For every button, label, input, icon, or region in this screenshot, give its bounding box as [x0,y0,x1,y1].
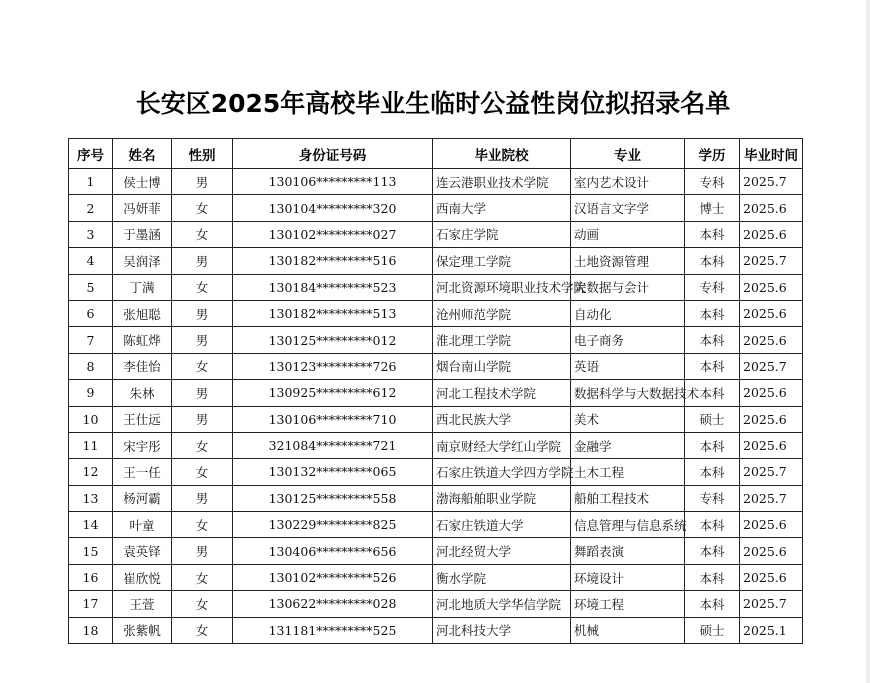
cell-major: 机械 [571,617,685,643]
cell-no: 5 [69,274,113,300]
cell-degree: 本科 [685,327,740,353]
cell-gender: 男 [172,406,233,432]
cell-id-number: 130102*********526 [233,564,433,590]
header-school: 毕业院校 [433,139,571,169]
cell-graduation: 2025.6 [740,274,803,300]
table-row [69,485,803,511]
cell-major: 船舶工程技术 [571,485,685,511]
cell-name: 丁满 [113,274,172,300]
cell-degree: 本科 [685,300,740,326]
cell-name: 王仕远 [113,406,172,432]
cell-no: 14 [69,512,113,538]
table-row [69,591,803,617]
cell-graduation: 2025.6 [740,195,803,221]
table-body [69,169,803,644]
cell-name: 冯妍菲 [113,195,172,221]
cell-major: 环境设计 [571,564,685,590]
table-row [69,221,803,247]
table-row [69,380,803,406]
cell-no: 7 [69,327,113,353]
cell-degree: 本科 [685,353,740,379]
header-graduation: 毕业时间 [740,139,803,169]
cell-graduation: 2025.7 [740,485,803,511]
cell-id-number: 130184*********523 [233,274,433,300]
cell-name: 张紫帆 [113,617,172,643]
cell-id-number: 130106*********710 [233,406,433,432]
cell-no: 10 [69,406,113,432]
cell-graduation: 2025.6 [740,300,803,326]
cell-major: 室内艺术设计 [571,169,685,195]
cell-degree: 本科 [685,380,740,406]
document-title: 长安区2025年高校毕业生临时公益性岗位拟招录名单 [135,89,731,118]
cell-name: 于墨涵 [113,221,172,247]
cell-school: 淮北理工学院 [433,327,571,353]
cell-degree: 本科 [685,459,740,485]
cell-name: 张旭聪 [113,300,172,326]
cell-major: 电子商务 [571,327,685,353]
cell-name: 侯士博 [113,169,172,195]
cell-no: 18 [69,617,113,643]
table-row [69,432,803,458]
header-gender: 性别 [172,139,233,169]
cell-degree: 本科 [685,538,740,564]
cell-graduation: 2025.6 [740,564,803,590]
cell-gender: 女 [172,274,233,300]
table-row [69,195,803,221]
cell-school: 石家庄铁道大学 [433,512,571,538]
cell-school: 河北科技大学 [433,617,571,643]
cell-school: 河北地质大学华信学院 [433,591,571,617]
recruitment-table [68,138,803,644]
cell-graduation: 2025.6 [740,380,803,406]
cell-graduation: 2025.6 [740,221,803,247]
table-row [69,538,803,564]
table-row [69,564,803,590]
header-no: 序号 [69,139,113,169]
cell-no: 1 [69,169,113,195]
cell-gender: 女 [172,221,233,247]
cell-major: 舞蹈表演 [571,538,685,564]
cell-school: 石家庄铁道大学四方学院 [433,459,571,485]
cell-id-number: 130406*********656 [233,538,433,564]
cell-gender: 女 [172,564,233,590]
table-row [69,300,803,326]
cell-graduation: 2025.6 [740,512,803,538]
cell-school: 南京财经大学红山学院 [433,432,571,458]
cell-id-number: 130132*********065 [233,459,433,485]
table-row [69,459,803,485]
cell-school: 连云港职业技术学院 [433,169,571,195]
cell-name: 陈虹烨 [113,327,172,353]
cell-degree: 博士 [685,195,740,221]
cell-school: 烟台南山学院 [433,353,571,379]
table-row [69,327,803,353]
cell-gender: 男 [172,380,233,406]
cell-no: 11 [69,432,113,458]
cell-gender: 女 [172,591,233,617]
cell-name: 叶童 [113,512,172,538]
cell-major: 汉语言文字学 [571,195,685,221]
cell-no: 13 [69,485,113,511]
cell-id-number: 130182*********513 [233,300,433,326]
cell-school: 河北工程技术学院 [433,380,571,406]
cell-degree: 本科 [685,248,740,274]
cell-gender: 女 [172,353,233,379]
cell-gender: 男 [172,169,233,195]
cell-gender: 男 [172,485,233,511]
cell-no: 2 [69,195,113,221]
cell-graduation: 2025.7 [740,169,803,195]
cell-name: 杨河霸 [113,485,172,511]
cell-degree: 专科 [685,485,740,511]
cell-graduation: 2025.7 [740,353,803,379]
cell-id-number: 130123*********726 [233,353,433,379]
cell-id-number: 131181*********525 [233,617,433,643]
header-degree: 学历 [685,139,740,169]
header-major: 专业 [571,139,685,169]
header-name: 姓名 [113,139,172,169]
cell-id-number: 321084*********721 [233,432,433,458]
cell-major: 大数据与会计 [571,274,685,300]
cell-id-number: 130622*********028 [233,591,433,617]
cell-no: 12 [69,459,113,485]
cell-name: 宋宇彤 [113,432,172,458]
table-row [69,169,803,195]
cell-school: 西南大学 [433,195,571,221]
cell-major: 自动化 [571,300,685,326]
cell-degree: 本科 [685,564,740,590]
cell-graduation: 2025.7 [740,459,803,485]
cell-gender: 男 [172,327,233,353]
cell-graduation: 2025.7 [740,248,803,274]
cell-major: 金融学 [571,432,685,458]
cell-gender: 男 [172,248,233,274]
cell-graduation: 2025.7 [740,591,803,617]
cell-degree: 本科 [685,512,740,538]
header-id: 身份证号码 [233,139,433,169]
table-row [69,248,803,274]
cell-no: 17 [69,591,113,617]
cell-gender: 男 [172,300,233,326]
cell-major: 数据科学与大数据技术 [571,380,685,406]
cell-major: 动画 [571,221,685,247]
cell-id-number: 130925*********612 [233,380,433,406]
table-row [69,617,803,643]
cell-school: 西北民族大学 [433,406,571,432]
cell-school: 保定理工学院 [433,248,571,274]
cell-degree: 专科 [685,274,740,300]
cell-id-number: 130125*********012 [233,327,433,353]
cell-graduation: 2025.6 [740,327,803,353]
cell-gender: 男 [172,538,233,564]
cell-school: 河北资源环境职业技术学院 [433,274,571,300]
cell-degree: 硕士 [685,406,740,432]
cell-name: 朱林 [113,380,172,406]
cell-no: 9 [69,380,113,406]
cell-degree: 专科 [685,169,740,195]
cell-school: 沧州师范学院 [433,300,571,326]
cell-gender: 女 [172,617,233,643]
cell-major: 环境工程 [571,591,685,617]
cell-graduation: 2025.1 [740,617,803,643]
cell-name: 王萱 [113,591,172,617]
cell-id-number: 130102*********027 [233,221,433,247]
cell-no: 4 [69,248,113,274]
table-row [69,353,803,379]
cell-no: 3 [69,221,113,247]
table-row [69,274,803,300]
cell-major: 信息管理与信息系统 [571,512,685,538]
cell-id-number: 130106*********113 [233,169,433,195]
cell-degree: 硕士 [685,617,740,643]
cell-name: 崔欣悦 [113,564,172,590]
cell-school: 石家庄学院 [433,221,571,247]
cell-graduation: 2025.6 [740,406,803,432]
cell-school: 衡水学院 [433,564,571,590]
table-header-row [69,139,803,169]
cell-major: 土木工程 [571,459,685,485]
table-row [69,512,803,538]
cell-school: 河北经贸大学 [433,538,571,564]
cell-degree: 本科 [685,591,740,617]
cell-degree: 本科 [685,432,740,458]
cell-major: 美术 [571,406,685,432]
cell-gender: 女 [172,459,233,485]
cell-gender: 女 [172,432,233,458]
cell-gender: 女 [172,195,233,221]
cell-degree: 本科 [685,221,740,247]
cell-no: 8 [69,353,113,379]
table-row [69,406,803,432]
cell-id-number: 130104*********320 [233,195,433,221]
cell-name: 王一任 [113,459,172,485]
cell-gender: 女 [172,512,233,538]
cell-graduation: 2025.6 [740,432,803,458]
cell-id-number: 130125*********558 [233,485,433,511]
cell-no: 16 [69,564,113,590]
cell-major: 土地资源管理 [571,248,685,274]
cell-school: 渤海船舶职业学院 [433,485,571,511]
cell-name: 吴润泽 [113,248,172,274]
cell-id-number: 130182*********516 [233,248,433,274]
cell-name: 袁英铎 [113,538,172,564]
cell-id-number: 130229*********825 [233,512,433,538]
cell-major: 英语 [571,353,685,379]
cell-no: 6 [69,300,113,326]
cell-graduation: 2025.6 [740,538,803,564]
cell-no: 15 [69,538,113,564]
cell-name: 李佳怡 [113,353,172,379]
